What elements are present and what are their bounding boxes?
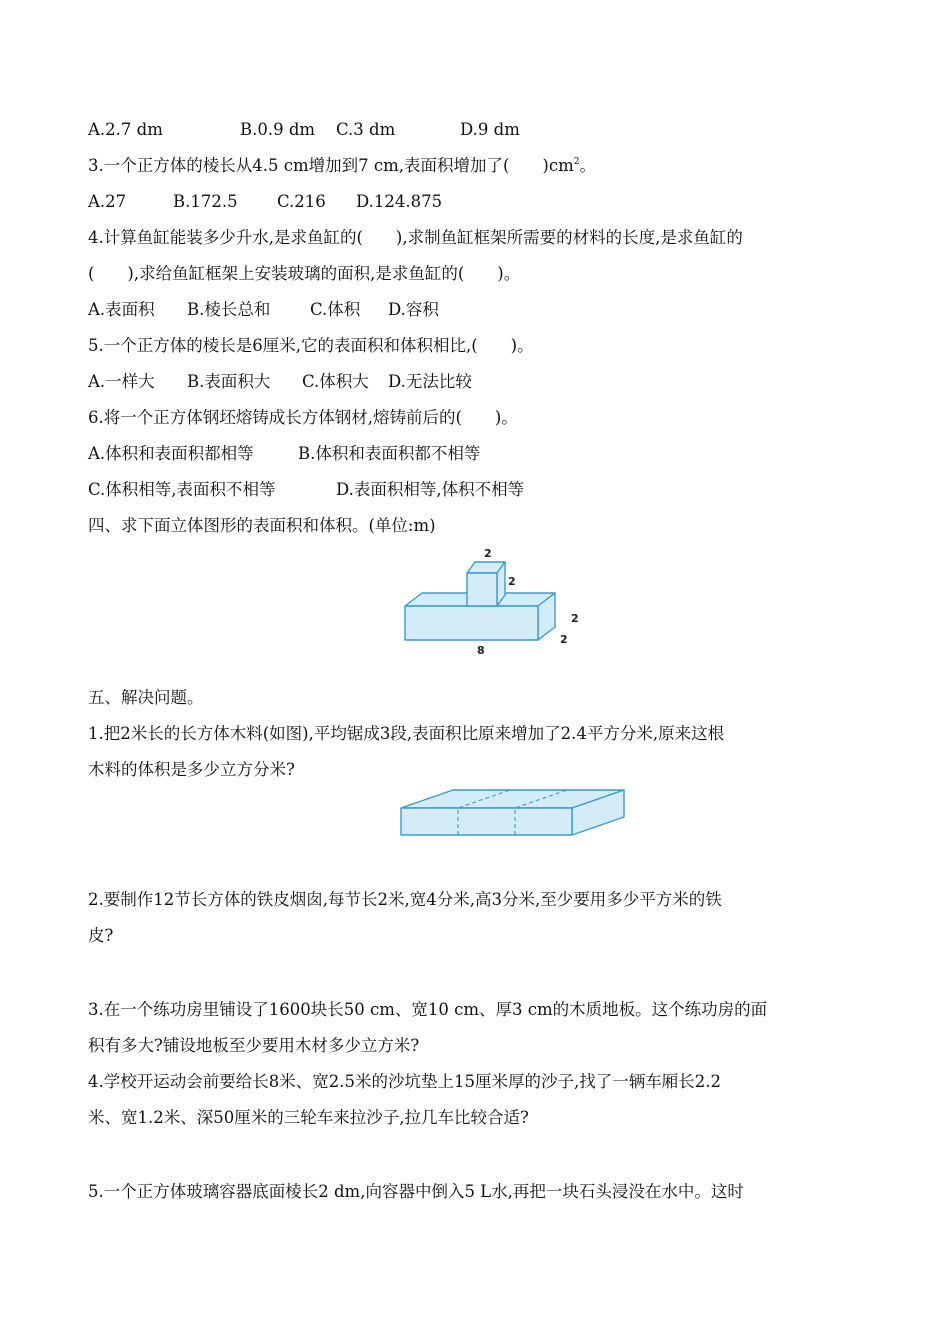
problem-3-line-1: 3.在一个练功房里铺设了1600块长50 cm、宽10 cm、厚3 cm的木质地板。这个练功房的面 xyxy=(88,1000,768,1019)
q2-option-c: C.3 dm xyxy=(336,120,396,139)
q3-option-a: A.27 xyxy=(88,192,127,211)
q4-line-2: ( ),求给鱼缸框架上安装玻璃的面积,是求鱼缸的( )。 xyxy=(88,264,521,283)
problem-4-line-1: 4.学校开运动会前要给长8米、宽2.5米的沙坑垫上15厘米厚的沙子,找了一辆车厢长2.2 xyxy=(88,1072,721,1091)
q4-option-c: C.体积 xyxy=(310,300,361,319)
q2-option-b: B.0.9 dm xyxy=(240,120,316,139)
problem-5-line-1: 5.一个正方体玻璃容器底面棱长2 dm,向容器中倒入5 L水,再把一块石头浸没在水中。这时 xyxy=(88,1182,744,1201)
problem-4-line-2: 米、宽1.2米、深50厘米的三轮车来拉沙子,拉几车比较合适? xyxy=(88,1108,529,1127)
cube-width-label: 2 xyxy=(484,547,492,560)
problem-1-line-2: 木料的体积是多少立方分米? xyxy=(88,760,295,779)
q6-option-b: B.体积和表面积都不相等 xyxy=(298,444,481,463)
q6-option-a: A.体积和表面积都相等 xyxy=(88,444,254,463)
large-box-front-face xyxy=(405,606,538,640)
q3-option-b: B.172.5 xyxy=(173,192,238,211)
cube-front-face xyxy=(467,573,497,606)
timber-front-face xyxy=(401,808,572,835)
box-height-label: 2 xyxy=(571,612,579,625)
box-length-label: 8 xyxy=(477,644,485,657)
timber-figure xyxy=(398,786,628,838)
q2-option-d: D.9 dm xyxy=(460,120,520,139)
q2-option-a: A.2.7 dm xyxy=(88,120,163,139)
q5-stem: 5.一个正方体的棱长是6厘米,它的表面积和体积相比,( )。 xyxy=(88,336,534,355)
box-depth-label: 2 xyxy=(560,633,568,646)
q6-option-d: D.表面积相等,体积不相等 xyxy=(336,480,525,499)
q5-option-c: C.体积大 xyxy=(302,372,369,391)
q6-option-c: C.体积相等,表面积不相等 xyxy=(88,480,276,499)
problem-2-line-2: 皮? xyxy=(88,926,114,945)
q4-option-a: A.表面积 xyxy=(88,300,155,319)
q3-option-d: D.124.875 xyxy=(356,192,443,211)
problem-3-line-2: 积有多大?铺设地板至少要用木材多少立方米? xyxy=(88,1036,420,1055)
q5-option-a: A.一样大 xyxy=(88,372,155,391)
section-4-title: 四、求下面立体图形的表面积和体积。(单位:m) xyxy=(88,516,436,535)
composite-solid-figure xyxy=(390,540,590,658)
q5-option-d: D.无法比较 xyxy=(388,372,472,391)
q3-option-c: C.216 xyxy=(277,192,326,211)
section-5-title: 五、解决问题。 xyxy=(88,688,204,707)
cube-height-label: 2 xyxy=(508,575,516,588)
q4-option-b: B.棱长总和 xyxy=(187,300,271,319)
q5-option-b: B.表面积大 xyxy=(187,372,271,391)
q6-stem: 6.将一个正方体钢坯熔铸成长方体钢材,熔铸前后的( )。 xyxy=(88,408,518,427)
q4-line-1: 4.计算鱼缸能装多少升水,是求鱼缸的( ),求制鱼缸框架所需要的材料的长度,是求鱼缸的 xyxy=(88,228,743,247)
problem-2-line-1: 2.要制作12节长方体的铁皮烟囱,每节长2米,宽4分米,高3分米,至少要用多少平方米的铁 xyxy=(88,890,722,909)
q4-option-d: D.容积 xyxy=(388,300,439,319)
problem-1-line-1: 1.把2米长的长方体木料(如图),平均锯成3段,表面积比原来增加了2.4平方分米,原来这根 xyxy=(88,724,725,743)
q3-stem: 3.一个正方体的棱长从4.5 cm增加到7 cm,表面积增加了( )$cm^2$。 xyxy=(88,156,596,175)
